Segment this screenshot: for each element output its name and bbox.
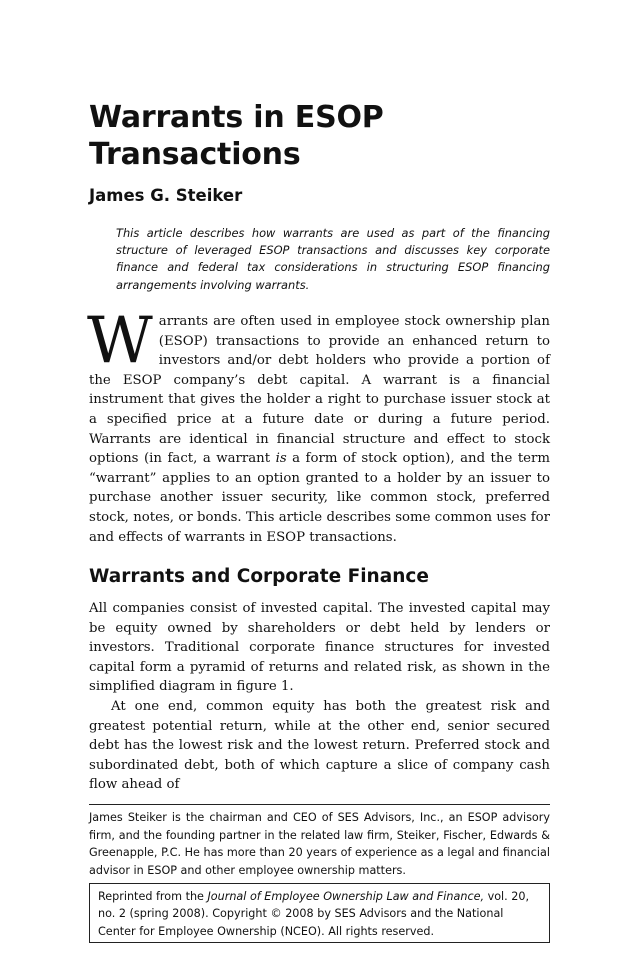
intro-text-part-2: a form of stock option), and the term “warrant” applies to an option granted to a holder by an issuer to purchase another issuer security, like common stock, preferred stock, notes, or bonds. This article describes some common uses for and effects of warrants in ESOP transactions. xyxy=(89,451,550,545)
reprint-notice-box xyxy=(89,883,550,943)
article-abstract: This article describes how warrants are used as part of the financing structure of leveraged ESOP transactions and discusses key corporate finance and federal tax considerations in structuring ESOP financing arrangements involving warrants. xyxy=(116,226,550,292)
section-heading: Warrants and Corporate Finance xyxy=(89,566,429,587)
journal-name: Journal of Employee Ownership Law and Finance, xyxy=(207,890,485,903)
intro-text-part-1: arrants are often used in employee stock ownership plan (ESOP) transactions to provide an enhanced return to investors and/or debt holders who provide a portion of the ESOP company’s debt capital. A warrant is a financial instrument that gives the holder a right to purchase issuer stock at a specified price at a future date or during a future period. Warrants are identical in financial structure and effect to stock options (in fact, a warrant xyxy=(89,314,550,467)
section-body xyxy=(89,599,550,795)
reprint-suffix: vol. 20, no. 2 (spring 2008). Copyright © 2008 by SES Advisors and the National Center for Employee Ownership (NCEO). All rights reserved. xyxy=(98,890,530,938)
article-title: Warrants in ESOP Transactions xyxy=(89,100,384,172)
drop-cap: W xyxy=(87,304,153,378)
intro-paragraph xyxy=(87,304,550,547)
intro-emphasis: is xyxy=(275,451,287,467)
author-bio-footnote: James Steiker is the chairman and CEO of SES Advisors, Inc., an ESOP advisory firm, and the founding partner in the related law firm, Steiker, Fischer, Edwards & Greenapple, P.C. He has more than 20 years of experience as a legal and financial advisor in ESOP and other employee ownership matters. xyxy=(89,811,550,877)
footnote-divider xyxy=(89,804,550,805)
author-name: James G. Steiker xyxy=(89,186,243,205)
reprint-prefix: Reprinted from the xyxy=(98,890,208,903)
section-paragraph-1: All companies consist of invested capital. The invested capital may be equity owned by shareholders or debt held by lenders or investors. Traditional corporate finance structures for invested capital form a pyramid of returns and related risk, as shown in the simplified diagram in figure 1. xyxy=(89,601,550,695)
section-paragraph-2: At one end, common equity has both the greatest risk and greatest potential return, while at the other end, senior secured debt has the lowest risk and the lowest return. Preferred stock and subordinated debt, both of which capture a slice of company cash flow ahead of xyxy=(89,698,550,793)
